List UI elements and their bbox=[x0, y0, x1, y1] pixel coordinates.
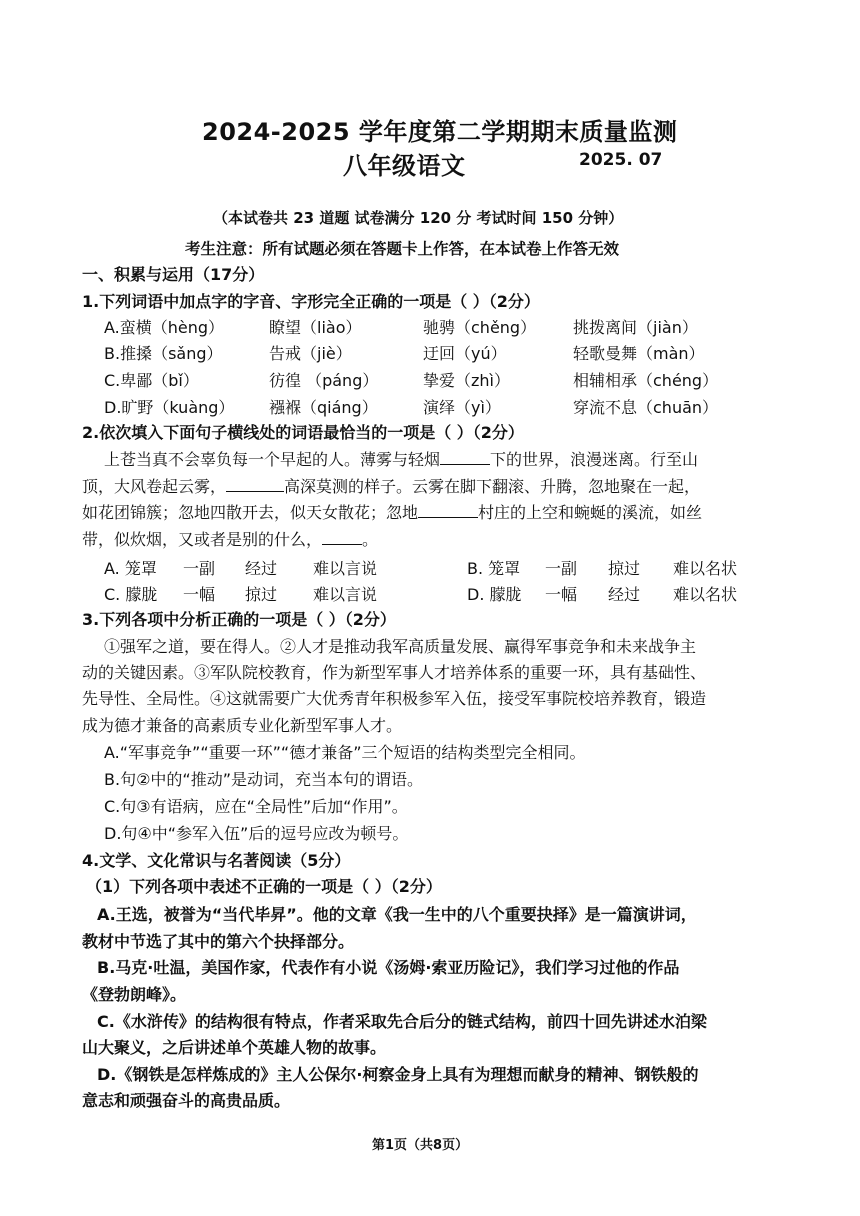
section-title: 一、积累与运用（17分） bbox=[82, 265, 265, 284]
q2-d-3: 经过 bbox=[608, 585, 641, 604]
q1-d-2: 襁褓（qiáng） bbox=[269, 398, 378, 417]
q2-c-2: 一幅 bbox=[183, 585, 216, 604]
q2-b-4: 难以名状 bbox=[673, 559, 738, 578]
q2-b-2: 一副 bbox=[545, 559, 578, 578]
q2-text: 带，似炊烟，又或者是别的什么， bbox=[82, 530, 323, 549]
q2-c-1: C. 朦胧 bbox=[104, 585, 158, 604]
exam-title-line2: 八年级语文 bbox=[343, 152, 466, 180]
q1-a-3: 驰骋（chěng） bbox=[423, 318, 537, 337]
q2-a-3: 经过 bbox=[245, 559, 278, 578]
q4-sub1-stem: （1）下列各项中表述不正确的一项是（ ）（2分） bbox=[86, 877, 442, 896]
q3-passage-line2: 动的关键因素。③军队院校教育，作为新型军事人才培养体系的重要一环，具有基础性、 bbox=[82, 663, 707, 682]
q4-option-c-line2: 山大聚义，之后讲述单个英雄人物的故事。 bbox=[82, 1038, 387, 1057]
q2-b-3: 掠过 bbox=[608, 559, 641, 578]
q2-passage-line3 bbox=[82, 500, 702, 523]
q2-blank-2 bbox=[226, 475, 284, 492]
q4-option-c-line1: C.《水浒传》的结构很有特点，作者采取先合后分的链式结构，前四十回先讲述水泊梁 bbox=[97, 1012, 707, 1031]
q2-b-1: B. 笼罩 bbox=[467, 559, 521, 578]
q3-passage-line1: ①强军之道，要在得人。②人才是推动我军高质量发展、赢得军事竞争和未来战争主 bbox=[104, 637, 697, 656]
q2-text: 村庄的上空和蜿蜒的溪流，如丝 bbox=[478, 503, 703, 522]
q2-d-2: 一幅 bbox=[545, 585, 578, 604]
q3-passage-line3: 先导性、全局性。④这就需要广大优秀青年积极参军入伍，接受军事院校培养教育，锻造 bbox=[82, 689, 707, 708]
q1-d-1: D.旷野（kuàng） bbox=[104, 398, 235, 417]
q3-option-a: A.“军事竞争”“重要一环”“德才兼备”三个短语的结构类型完全相同。 bbox=[104, 743, 586, 762]
q1-c-4: 相辅相承（chéng） bbox=[573, 371, 719, 390]
q3-option-d: D.句④中“参军入伍”后的逗号应改为顿号。 bbox=[104, 824, 409, 843]
exam-title-line1: 2024-2025 学年度第二学期期末质量监测 bbox=[202, 118, 678, 146]
q2-c-4: 难以言说 bbox=[313, 585, 378, 604]
q4-option-d-line2: 意志和顽强奋斗的高贵品质。 bbox=[82, 1091, 291, 1110]
q2-a-1: A. 笼罩 bbox=[104, 559, 157, 578]
q2-d-1: D. 朦胧 bbox=[467, 585, 522, 604]
q1-a-1: A.蛮横（hèng） bbox=[104, 318, 225, 337]
q2-text: 高深莫测的样子。云雾在脚下翻滚、升腾，忽地聚在一起， bbox=[284, 477, 701, 496]
q3-passage-line4: 成为德才兼备的高素质专业化新型军事人才。 bbox=[82, 716, 403, 735]
q4-stem: 4.文学、文化常识与名著阅读（5分） bbox=[82, 851, 351, 870]
exam-info: （本试卷共 23 道题 试卷满分 120 分 考试时间 150 分钟） bbox=[213, 209, 624, 227]
q1-stem: 1.下列词语中加点字的字音、字形完全正确的一项是（ ）（2分） bbox=[82, 292, 540, 311]
q1-c-3: 挚爱（zhì） bbox=[423, 371, 510, 390]
q1-b-3: 迂回（yú） bbox=[423, 344, 507, 363]
q2-passage-line4 bbox=[82, 527, 378, 550]
q1-c-1: C.卑鄙（bǐ） bbox=[104, 371, 199, 390]
q1-d-4: 穿流不息（chuān） bbox=[573, 398, 719, 417]
q3-option-c: C.句③有语病，应在“全局性”后加“作用”。 bbox=[104, 797, 408, 816]
q1-c-2: 彷徨 （páng） bbox=[269, 371, 379, 390]
q4-option-d-line1: D.《钢铁是怎样炼成的》主人公保尔·柯察金身上具有为理想而献身的精神、钢铁般的 bbox=[97, 1065, 699, 1084]
q1-a-4: 挑拨离间（jiàn） bbox=[573, 318, 698, 337]
q4-option-b-line1: B.马克·吐温，美国作家，代表作有小说《汤姆·索亚历险记》，我们学习过他的作品 bbox=[97, 958, 680, 977]
q2-text: 。 bbox=[362, 530, 379, 549]
q1-b-2: 告戒（jiè） bbox=[269, 344, 352, 363]
q2-blank-3 bbox=[418, 501, 478, 518]
q2-text: 如花团锦簇；忽地四散开去，似天女散花；忽地 bbox=[82, 503, 419, 522]
q1-d-3: 演绎（yì） bbox=[423, 398, 501, 417]
exam-date: 2025. 07 bbox=[579, 150, 663, 170]
q3-stem: 3.下列各项中分析正确的一项是（ ）（2分） bbox=[82, 610, 396, 629]
q2-a-4: 难以言说 bbox=[313, 559, 378, 578]
q2-d-4: 难以名状 bbox=[673, 585, 738, 604]
page-number: 第1页（共8页） bbox=[372, 1138, 469, 1153]
q4-option-a-line1: A.王选，被誉为“当代毕昇”。他的文章《我一生中的八个重要抉择》是一篇演讲词， bbox=[97, 905, 697, 924]
q4-option-a-line2: 教材中节选了其中的第六个抉择部分。 bbox=[82, 932, 355, 951]
q2-c-3: 掠过 bbox=[245, 585, 278, 604]
q3-option-b: B.句②中的“推动”是动词，充当本句的谓语。 bbox=[104, 770, 423, 789]
q1-a-2: 瞭望（liào） bbox=[269, 318, 362, 337]
q1-b-1: B.推搡（sǎng） bbox=[104, 344, 223, 363]
q2-passage-line2 bbox=[82, 474, 700, 497]
q2-text: 下的世界，浪漫迷离。行至山 bbox=[490, 450, 699, 469]
q2-text: 顶，大风卷起云雾， bbox=[82, 477, 227, 496]
q2-stem: 2.依次填入下面句子横线处的词语最恰当的一项是（ ）（2分） bbox=[82, 423, 524, 442]
q2-passage-line1 bbox=[104, 447, 698, 470]
q2-text: 上苍当真不会辜负每一个早起的人。薄雾与轻烟 bbox=[104, 450, 441, 469]
q2-blank-4 bbox=[322, 528, 362, 545]
q1-b-4: 轻歌曼舞（màn） bbox=[573, 344, 705, 363]
exam-notice: 考生注意：所有试题必须在答题卡上作答，在本试卷上作答无效 bbox=[185, 240, 620, 258]
q4-option-b-line2: 《登勃朗峰》。 bbox=[82, 985, 187, 1004]
q2-blank-1 bbox=[440, 448, 490, 465]
q2-a-2: 一副 bbox=[183, 559, 216, 578]
